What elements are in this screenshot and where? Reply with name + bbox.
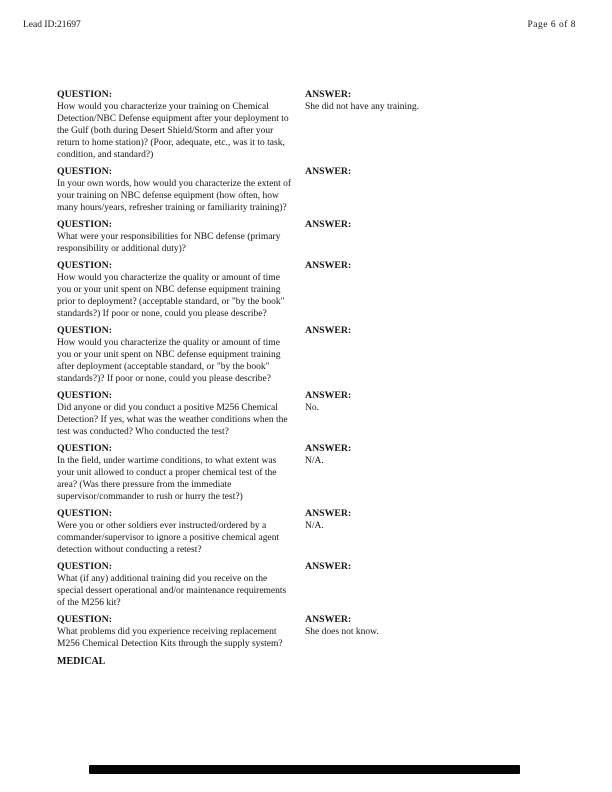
answer-label: ANSWER: <box>305 89 352 100</box>
question-column <box>57 560 305 609</box>
question-column <box>57 389 305 438</box>
answer-column <box>305 259 565 272</box>
answer-column <box>305 442 565 467</box>
answer-column <box>305 88 565 113</box>
answer-label: ANSWER: <box>305 443 352 454</box>
question-text: What were your responsibilities for NBC defense (primary responsibility or additional duty)? <box>57 232 281 254</box>
answer-label: ANSWER: <box>305 325 352 336</box>
question-column <box>57 507 305 556</box>
question-column <box>57 165 305 214</box>
lead-id: Lead ID:21697 <box>23 20 81 30</box>
qa-block <box>57 389 572 438</box>
answer-column <box>305 507 565 532</box>
qa-block <box>57 88 572 161</box>
question-label: QUESTION: <box>57 325 112 336</box>
answer-label: ANSWER: <box>305 219 352 230</box>
answer-column <box>305 613 565 638</box>
page-number: Page 6 of 8 <box>527 20 576 30</box>
scan-artifact-bar <box>89 765 520 774</box>
answer-label: ANSWER: <box>305 166 352 177</box>
document-body <box>57 88 572 667</box>
question-text: In your own words, how would you characterize the extent of your training on NBC defense equipment (how often, how many hours/years, refresher training or familiarity training)? <box>57 179 291 213</box>
answer-label: ANSWER: <box>305 260 352 271</box>
question-column <box>57 259 305 320</box>
answer-text: She does not know. <box>305 627 379 637</box>
question-column <box>57 442 305 503</box>
question-text: Were you or other soldiers ever instructed/ordered by a commander/supervisor to ignore a positive chemical agent detection without conducting a retest? <box>57 521 280 555</box>
question-text: What (if any) additional training did you receive on the special dessert operational and/or maintenance requirements of the M256 kit? <box>57 574 287 608</box>
question-column <box>57 324 305 385</box>
page-header <box>23 20 576 30</box>
question-text: How would you characterize your training on Chemical Detection/NBC Defense equipment after your deployment to the Gulf (both during Desert Shield/Storm and after your return to home station)? (Poor, adequate, etc., was it to task, condition, and standard?) <box>57 102 289 160</box>
answer-column <box>305 165 565 178</box>
question-column <box>57 613 305 650</box>
question-label: QUESTION: <box>57 260 112 271</box>
answer-text: No. <box>305 403 319 413</box>
answer-column <box>305 218 565 231</box>
question-column <box>57 218 305 255</box>
question-text: In the field, under wartime conditions, to what extent was your unit allowed to conduct a proper chemical test of the area? (Was there pressure from the immediate supervisor/commander to rush or hurry the test?) <box>57 456 277 502</box>
question-label: QUESTION: <box>57 166 112 177</box>
answer-text: She did not have any training. <box>305 102 419 112</box>
qa-block <box>57 442 572 503</box>
question-label: QUESTION: <box>57 508 112 519</box>
answer-column <box>305 324 565 337</box>
qa-block <box>57 324 572 385</box>
answer-label: ANSWER: <box>305 561 352 572</box>
answer-column <box>305 560 565 573</box>
question-text: How would you characterize the quality or amount of time you or your unit spent on NBC defense equipment training after deployment (acceptable standard, or "by the book" standards?)? If poor or none, could you please describe? <box>57 338 281 384</box>
question-text: Did anyone or did you conduct a positive M256 Chemical Detection? If yes, what was the weather conditions when the test was conducted? Who conducted the test? <box>57 403 288 437</box>
question-text: What problems did you experience receiving replacement M256 Chemical Detection Kits through the supply system? <box>57 627 283 649</box>
question-label: QUESTION: <box>57 219 112 230</box>
qa-block <box>57 560 572 609</box>
answer-text: N/A. <box>305 456 324 466</box>
qa-block <box>57 613 572 650</box>
question-column <box>57 88 305 161</box>
qa-block <box>57 165 572 214</box>
question-label: QUESTION: <box>57 443 112 454</box>
answer-label: ANSWER: <box>305 390 352 401</box>
answer-label: ANSWER: <box>305 614 352 625</box>
question-label: QUESTION: <box>57 390 112 401</box>
question-label: QUESTION: <box>57 561 112 572</box>
qa-block <box>57 218 572 255</box>
answer-label: ANSWER: <box>305 508 352 519</box>
question-label: QUESTION: <box>57 89 112 100</box>
question-label: QUESTION: <box>57 614 112 625</box>
qa-block <box>57 259 572 320</box>
answer-text: N/A. <box>305 521 324 531</box>
qa-block <box>57 507 572 556</box>
answer-column <box>305 389 565 414</box>
section-heading-medical: MEDICAL <box>57 656 106 667</box>
question-text: How would you characterize the quality or amount of time you or your unit spent on NBC defense equipment training prior to deployment? (acceptable standard, or "by the book" standards?) If poor or none, could you please describe? <box>57 273 285 319</box>
